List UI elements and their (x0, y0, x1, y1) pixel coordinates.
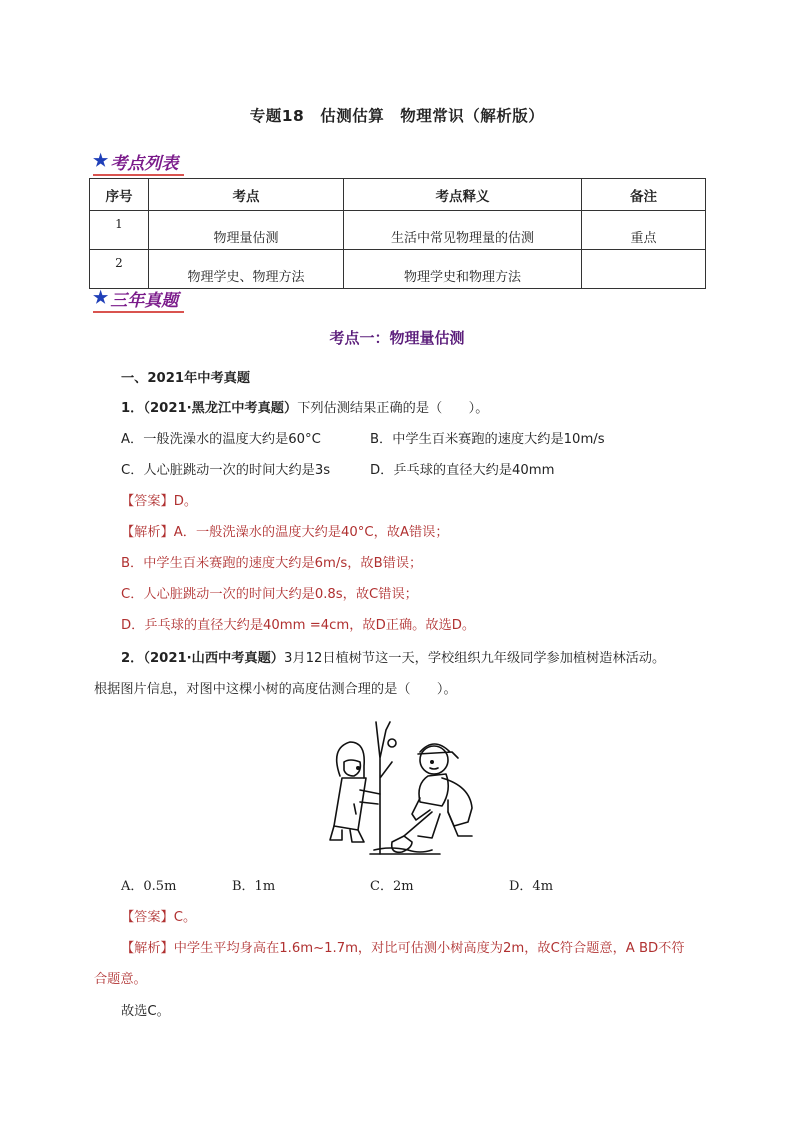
question-1-stem (121, 397, 488, 416)
table-row (90, 211, 706, 250)
question-source: （2021·山西中考真题） (143, 651, 284, 666)
question-text: 下列估测结果正确的是（ ）。 (297, 401, 489, 416)
answer-label: 【答案】 (121, 910, 174, 925)
tree-planting-illustration (320, 718, 492, 858)
banner-label: 三年真题 (110, 290, 179, 311)
table-header: 序号 (90, 179, 149, 211)
option-d: D．4m (509, 879, 554, 894)
option-c: C．人心脏跳动一次的时间大约是3s (121, 463, 331, 478)
question-2-stem (121, 647, 665, 666)
answer-label: 【答案】 (121, 494, 174, 509)
answer-value: C。 (173, 910, 197, 925)
banner-label: 考点列表 (110, 153, 179, 174)
table-cell (582, 250, 706, 289)
analysis-label: 【解析】 (121, 525, 174, 540)
analysis-label: 【解析】 (121, 941, 174, 956)
analysis-line: C．人心脏跳动一次的时间大约是0.8s，故C错误； (121, 587, 418, 602)
banner-three-years (93, 285, 184, 313)
subheading: 一、2021年中考真题 (121, 371, 251, 386)
question-text: 3月12日植树节这一天，学校组织九年级同学参加植树造林活动。 (284, 651, 666, 666)
option-a: A．一般洗澡水的温度大约是60°C (121, 432, 321, 447)
table-cell: 2 (90, 250, 149, 289)
analysis-line: 合题意。 (94, 972, 147, 987)
option-b: B．1m (232, 879, 276, 894)
star-icon: ★ (93, 151, 109, 171)
analysis-line (121, 521, 449, 540)
analysis-line: D．乒乓球的直径大约是40mm =4cm，故D正确。故选D。 (121, 618, 476, 633)
page-title: 专题18 估测估算 物理常识（解析版） (249, 107, 545, 125)
table-header-row (90, 179, 706, 211)
table-cell: 物理学史、物理方法 (149, 250, 344, 289)
star-icon: ★ (93, 288, 109, 308)
table-header: 考点 (149, 179, 344, 211)
table-cell: 1 (90, 211, 149, 250)
table-header: 备注 (582, 179, 706, 211)
analysis-text: A．一般洗澡水的温度大约是40°C，故A错误； (173, 525, 449, 540)
table-cell: 物理学史和物理方法 (344, 250, 582, 289)
question-number: 2． (121, 651, 144, 666)
answer-line (121, 490, 197, 509)
answer-value: D。 (173, 494, 198, 509)
table-header: 考点释义 (344, 179, 582, 211)
option-d: D．乒乓球的直径大约是40mm (370, 463, 555, 478)
question-number: 1． (121, 401, 144, 416)
table-row (90, 250, 706, 289)
banner-exam-points (93, 148, 184, 176)
section-title: 考点一：物理量估测 (329, 329, 465, 347)
question-source: （2021·黑龙江中考真题） (143, 401, 298, 416)
option-a: A．0.5m (121, 879, 177, 894)
table-cell: 物理量估测 (149, 211, 344, 250)
table-cell: 重点 (582, 211, 706, 250)
table-cell: 生活中常见物理量的估测 (344, 211, 582, 250)
analysis-line (121, 937, 685, 956)
option-c: C．2m (370, 879, 414, 894)
question-text-cont: 根据图片信息，对图中这棵小树的高度估测合理的是（ ）。 (94, 682, 457, 697)
analysis-text: 中学生平均身高在1.6m~1.7m，对比可估测小树高度为2m，故C符合题意，A BD不符 (173, 941, 685, 956)
exam-points-table (89, 178, 706, 289)
option-b: B．中学生百米赛跑的速度大约是10m/s (370, 432, 605, 447)
conclusion-line: 故选C。 (121, 1004, 170, 1019)
analysis-line: B．中学生百米赛跑的速度大约是6m/s，故B错误； (121, 556, 423, 571)
answer-line (121, 906, 196, 925)
